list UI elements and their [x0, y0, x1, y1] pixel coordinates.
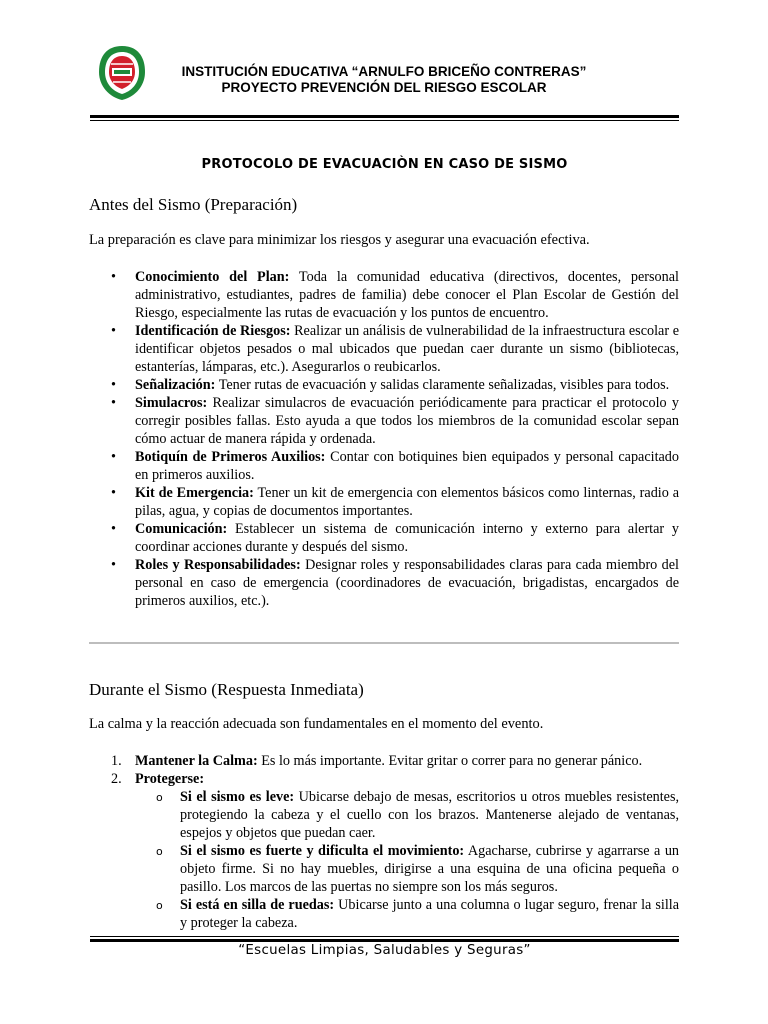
bullet-icon: • — [111, 521, 116, 537]
section-intro-before: La preparación es clave para minimizar los riesgos y asegurar una evacuación efectiva. — [89, 232, 590, 248]
bullet-icon: • — [111, 557, 116, 573]
list-item: • Roles y Responsabilidades: Designar roles y responsabilidades claras para cada miembro del personal en caso de emergencia (coordinadores de evacuación, brigadistas, encargados de primeros auxilios, etc.). — [111, 557, 679, 609]
bullet-icon: • — [111, 269, 116, 285]
list-item: • Señalización: Tener rutas de evacuación y salidas claramente señalizadas, visibles para todos. — [111, 377, 670, 393]
header-rule-thick — [90, 115, 679, 118]
list-item: • Kit de Emergencia: Tener un kit de emergencia con elementos básicos como linternas, radio a pilas, agua, y copias de documentos importantes. — [111, 485, 679, 519]
list-item: • Botiquín de Primeros Auxilios: Contar con botiquines bien equipados y personal capacitado en primeros auxilios. — [111, 449, 679, 483]
bullet-icon: • — [111, 395, 116, 411]
circle-bullet-icon: o — [156, 899, 163, 912]
preparation-list — [89, 268, 679, 610]
bullet-icon: • — [111, 323, 116, 339]
list-item: • Conocimiento del Plan: Toda la comunidad educativa (directivos, docentes, personal administrativo, estudiantes, padres de familia) debe conocer el Plan Escolar de Gestión del Riesgo, especialmente las rutas de evacuación y los puntos de encuentro. — [111, 269, 679, 321]
list-item: 2. Protegerse: o Si el sismo es leve: Ubicarse debajo de mesas, escritorios u otros muebles resistentes, protegiendo la cabeza y el cuello con los brazos. Mantenerse alejado de ventanas, espejos y objetos que puedan caer. o Si el sismo es fuerte y dificulta el movimiento: Agacharse, cubrirse y agarrarse a un objeto firme. Si no hay muebles, dirigirse a una esquina de una oficina pequeña o pasillo. Los marcos de las puertas no siempre son los más seguros. o Si está en silla de ruedas: Ubicarse junto a una columna o lugar seguro, frenar la silla y proteger la cabeza. — [111, 771, 680, 931]
bullet-icon: • — [111, 485, 116, 501]
sublist-item: o Si el sismo es fuerte y dificulta el movimiento: Agacharse, cubrirse y agarrarse a un objeto firme. Si no hay muebles, dirigirse a una esquina de una oficina pequeña o pasillo. Los marcos de las puertas no siempre son los más seguros. — [156, 843, 680, 895]
institution-name: INSTITUCIÓN EDUCATIVA “ARNULFO BRICEÑO CONTRERAS” — [181, 64, 587, 79]
protection-sublist — [135, 788, 679, 932]
circle-bullet-icon: o — [156, 791, 163, 804]
footer-slogan: “Escuelas Limpias, Saludables y Seguras” — [238, 943, 531, 958]
section-heading-during: Durante el Sismo (Respuesta Inmediata) — [89, 680, 364, 699]
list-item: • Simulacros: Realizar simulacros de evacuación periódicamente para practicar el protocolo y corregir posibles fallas. Esto ayuda a que todos los miembros de la comunidad escolar sepan cómo actuar de manera rápida y ordenada. — [111, 395, 679, 447]
project-name: PROYECTO PREVENCIÓN DEL RIESGO ESCOLAR — [221, 80, 547, 95]
footer-rule-thick — [90, 939, 679, 942]
section-heading-before: Antes del Sismo (Preparación) — [89, 195, 298, 214]
list-item: • Identificación de Riesgos: Realizar un análisis de vulnerabilidad de la infraestructura escolar e identificar objetos pesados o mal ubicados que puedan caer durante un sismo (bibliotecas, estanterías, lámparas, etc.). Asegurarlos o reubicarlos. — [111, 323, 679, 375]
list-item: 1. Mantener la Calma: Es lo más importante. Evitar gritar o correr para no generar pánico. — [111, 753, 643, 769]
sublist-item: o Si está en silla de ruedas: Ubicarse junto a una columna o lugar seguro, frenar la silla y proteger la cabeza. — [156, 897, 680, 931]
header-rule-thin — [90, 120, 679, 121]
bullet-icon: • — [111, 449, 116, 465]
circle-bullet-icon: o — [156, 845, 163, 858]
document-title: PROTOCOLO DE EVACUACIÒN EN CASO DE SISMO — [201, 157, 568, 172]
response-list — [89, 752, 679, 932]
section-divider — [89, 642, 679, 644]
bullet-icon: • — [111, 377, 116, 393]
list-item: • Comunicación: Establecer un sistema de comunicación interno y externo para alertar y coordinar acciones durante y después del sismo. — [111, 521, 680, 555]
section-intro-during: La calma y la reacción adecuada son fundamentales en el momento del evento. — [89, 716, 544, 732]
sublist-item: o Si el sismo es leve: Ubicarse debajo de mesas, escritorios u otros muebles resistentes, protegiendo la cabeza y el cuello con los brazos. Mantenerse alejado de ventanas, espejos y objetos que puedan caer. — [156, 789, 680, 841]
footer-rule-thin — [90, 936, 679, 937]
